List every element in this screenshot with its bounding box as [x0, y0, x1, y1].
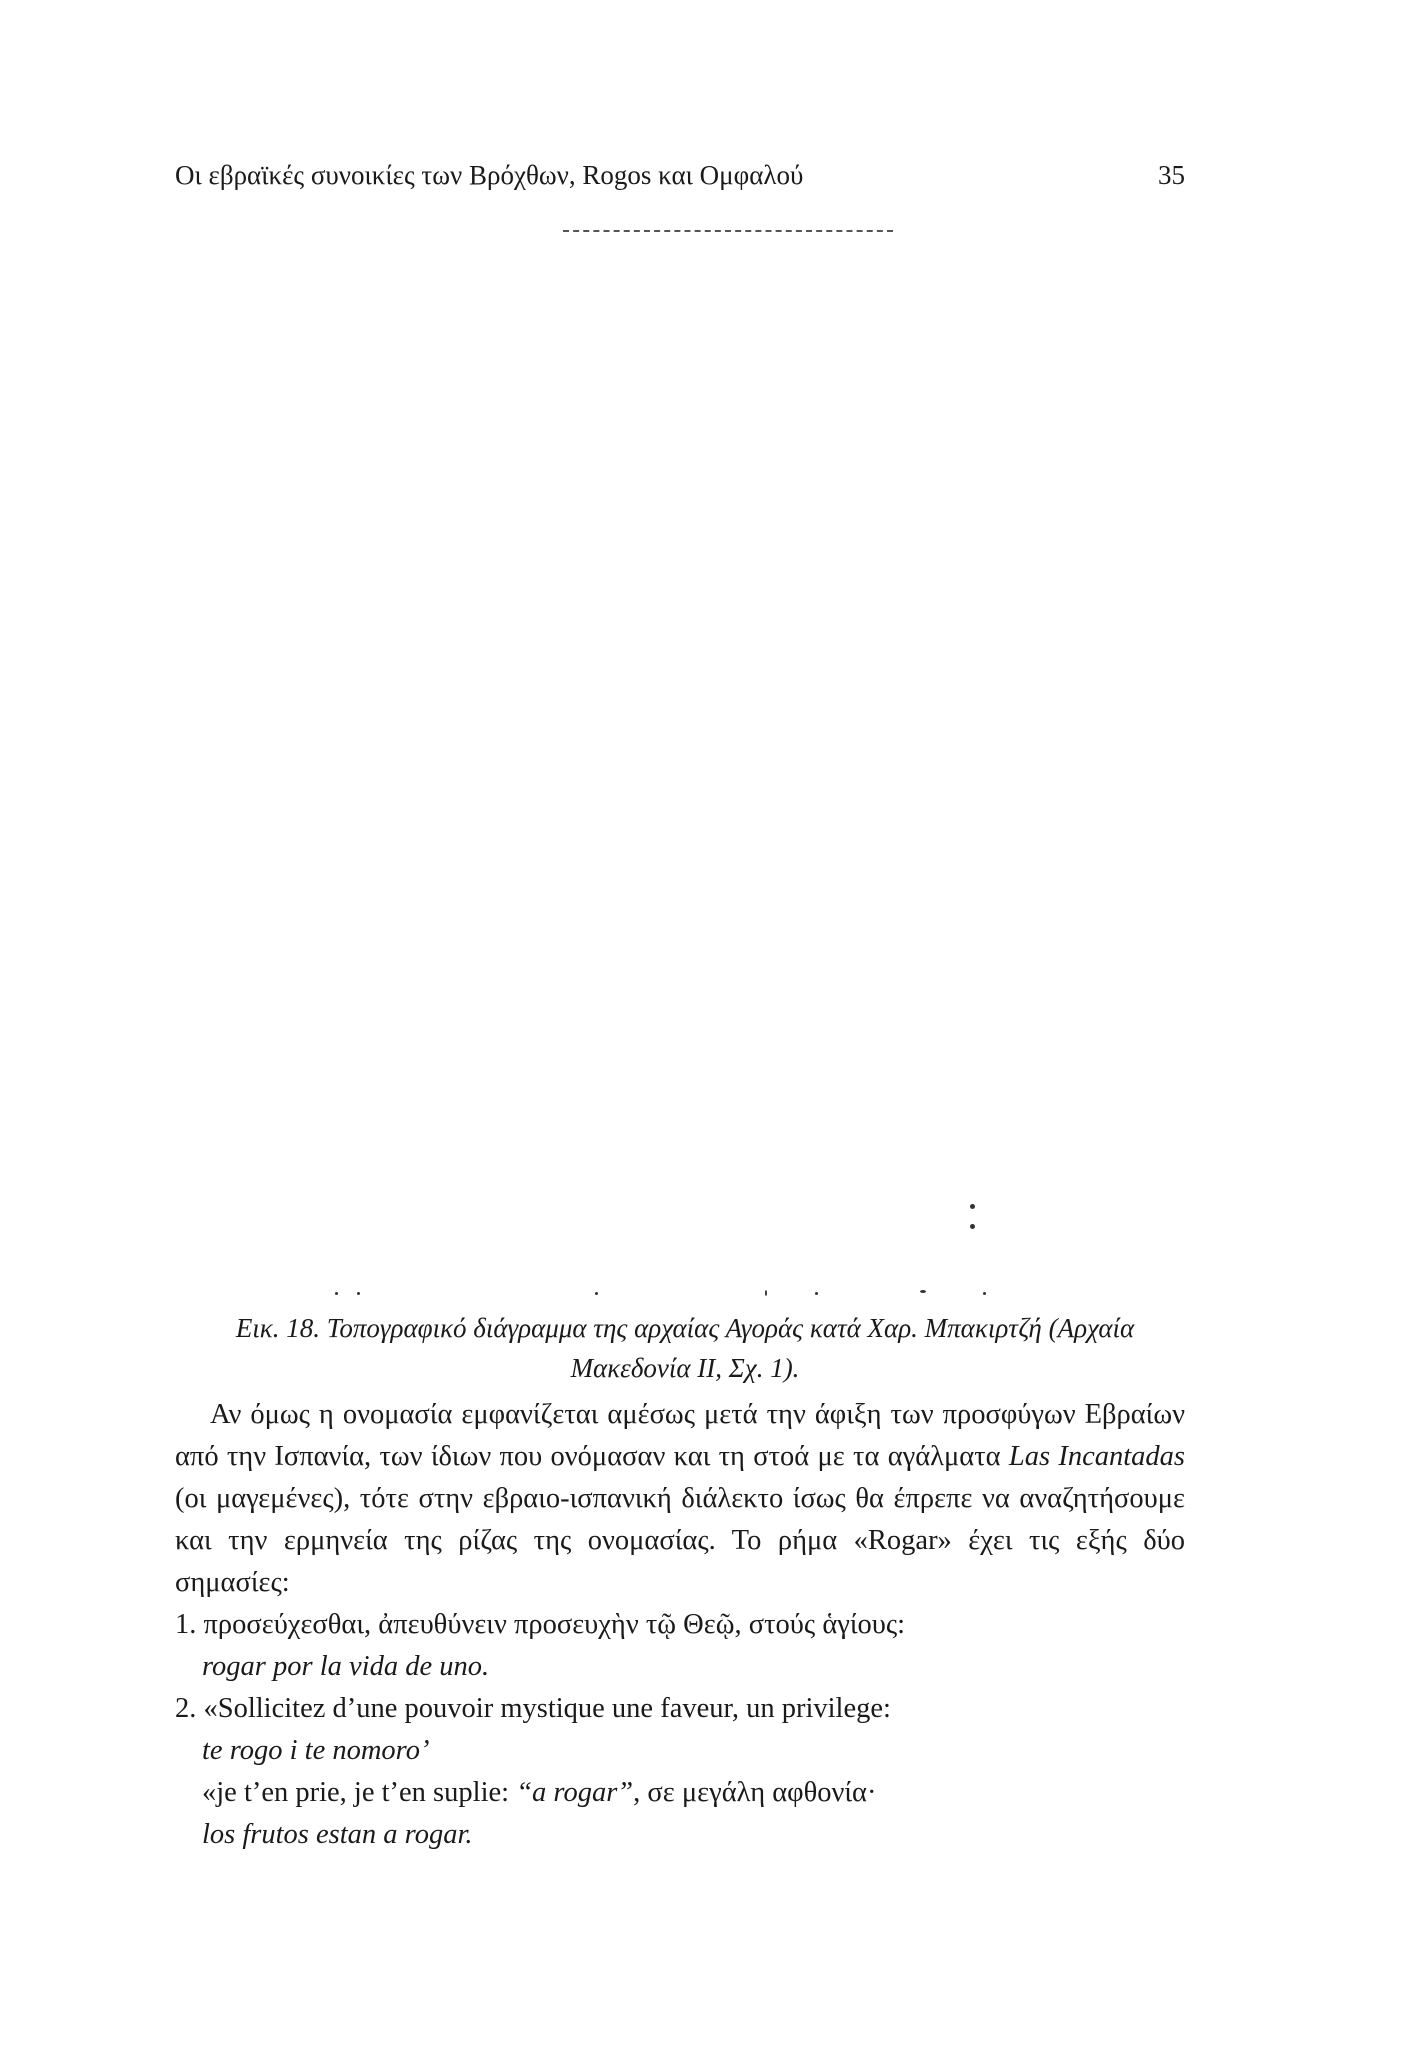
- paragraph-text: (οι μαγεμένες), τότε στην εβραιο-ισπανική διάλεκτο ίσως θα έπρεπε να αναζητήσουμε και την ερμηνεία της ρίζας της ονομασίας. Το ρήμα «Rogar» έχει τις εξής δύο σημασίες:: [175, 1483, 1185, 1598]
- figure-caption-line-2: Μακεδονία ΙΙ, Σχ. 1).: [570, 1353, 800, 1383]
- scan-speck: [595, 1292, 598, 1295]
- scan-speck: [335, 1292, 338, 1295]
- scan-speck: [765, 1290, 767, 1296]
- list-item-number: 1.: [175, 1609, 197, 1640]
- list-item-2: [175, 1688, 1185, 1730]
- paragraph-text: Αν όμως η ονομασία εμφανίζεται αμέσως μετά την άφιξη των προσφύγων Εβραίων από την Ισπανία, των ίδιων που ονόμασαν και τη στοά με τα αγάλματα: [175, 1399, 1185, 1472]
- example-line: los frutos estan a rogar.: [202, 1819, 473, 1850]
- body-text: [175, 1394, 1185, 1856]
- quote-text: «je t’en prie, je t’en suplie:: [202, 1777, 517, 1808]
- paragraph: [175, 1394, 1185, 1604]
- example-line: te rogo i te nomoro’: [202, 1735, 430, 1766]
- list-item-number: 2.: [175, 1693, 197, 1724]
- page-number: 35: [1158, 160, 1185, 190]
- quote-italic: “a rogar”: [516, 1777, 634, 1808]
- list-item-text: προσεύχεσθαι, ἀπευθύνειν προσευχὴν τῷ Θεῷ, στούς ἁγίους:: [196, 1609, 906, 1640]
- scan-speck: [815, 1292, 818, 1295]
- example-line: rogar por la vida de uno.: [202, 1651, 490, 1682]
- running-header-title: Οι εβραϊκές συνοικίες των Βρόχθων, Rogos και Ομφαλού: [175, 160, 804, 190]
- list-item-1: [175, 1604, 1185, 1646]
- scan-speck: [970, 1224, 975, 1229]
- figure-blank-area: [175, 222, 1185, 1307]
- scan-speck: [357, 1292, 360, 1295]
- scan-speck: [920, 1290, 926, 1293]
- quote-line: [175, 1772, 1185, 1814]
- figure-caption: [200, 1308, 1170, 1388]
- list-item-text: «Sollicitez d’une pouvoir mystique une faveur, un privilege:: [196, 1693, 891, 1724]
- running-header: [175, 160, 1185, 200]
- quote-text: , σε μεγάλη αφθονία·: [633, 1777, 877, 1808]
- figure-dashed-rule: [563, 230, 893, 232]
- paragraph-italic-term: Las Incantadas: [1008, 1441, 1185, 1472]
- scan-speck: [970, 1204, 975, 1209]
- figure-caption-line-1: Εικ. 18. Τοπογραφικό διάγραμμα της αρχαίας Αγοράς κατά Χαρ. Μπακιρτζή (Αρχαία: [235, 1313, 1135, 1343]
- scan-speck: [983, 1292, 986, 1295]
